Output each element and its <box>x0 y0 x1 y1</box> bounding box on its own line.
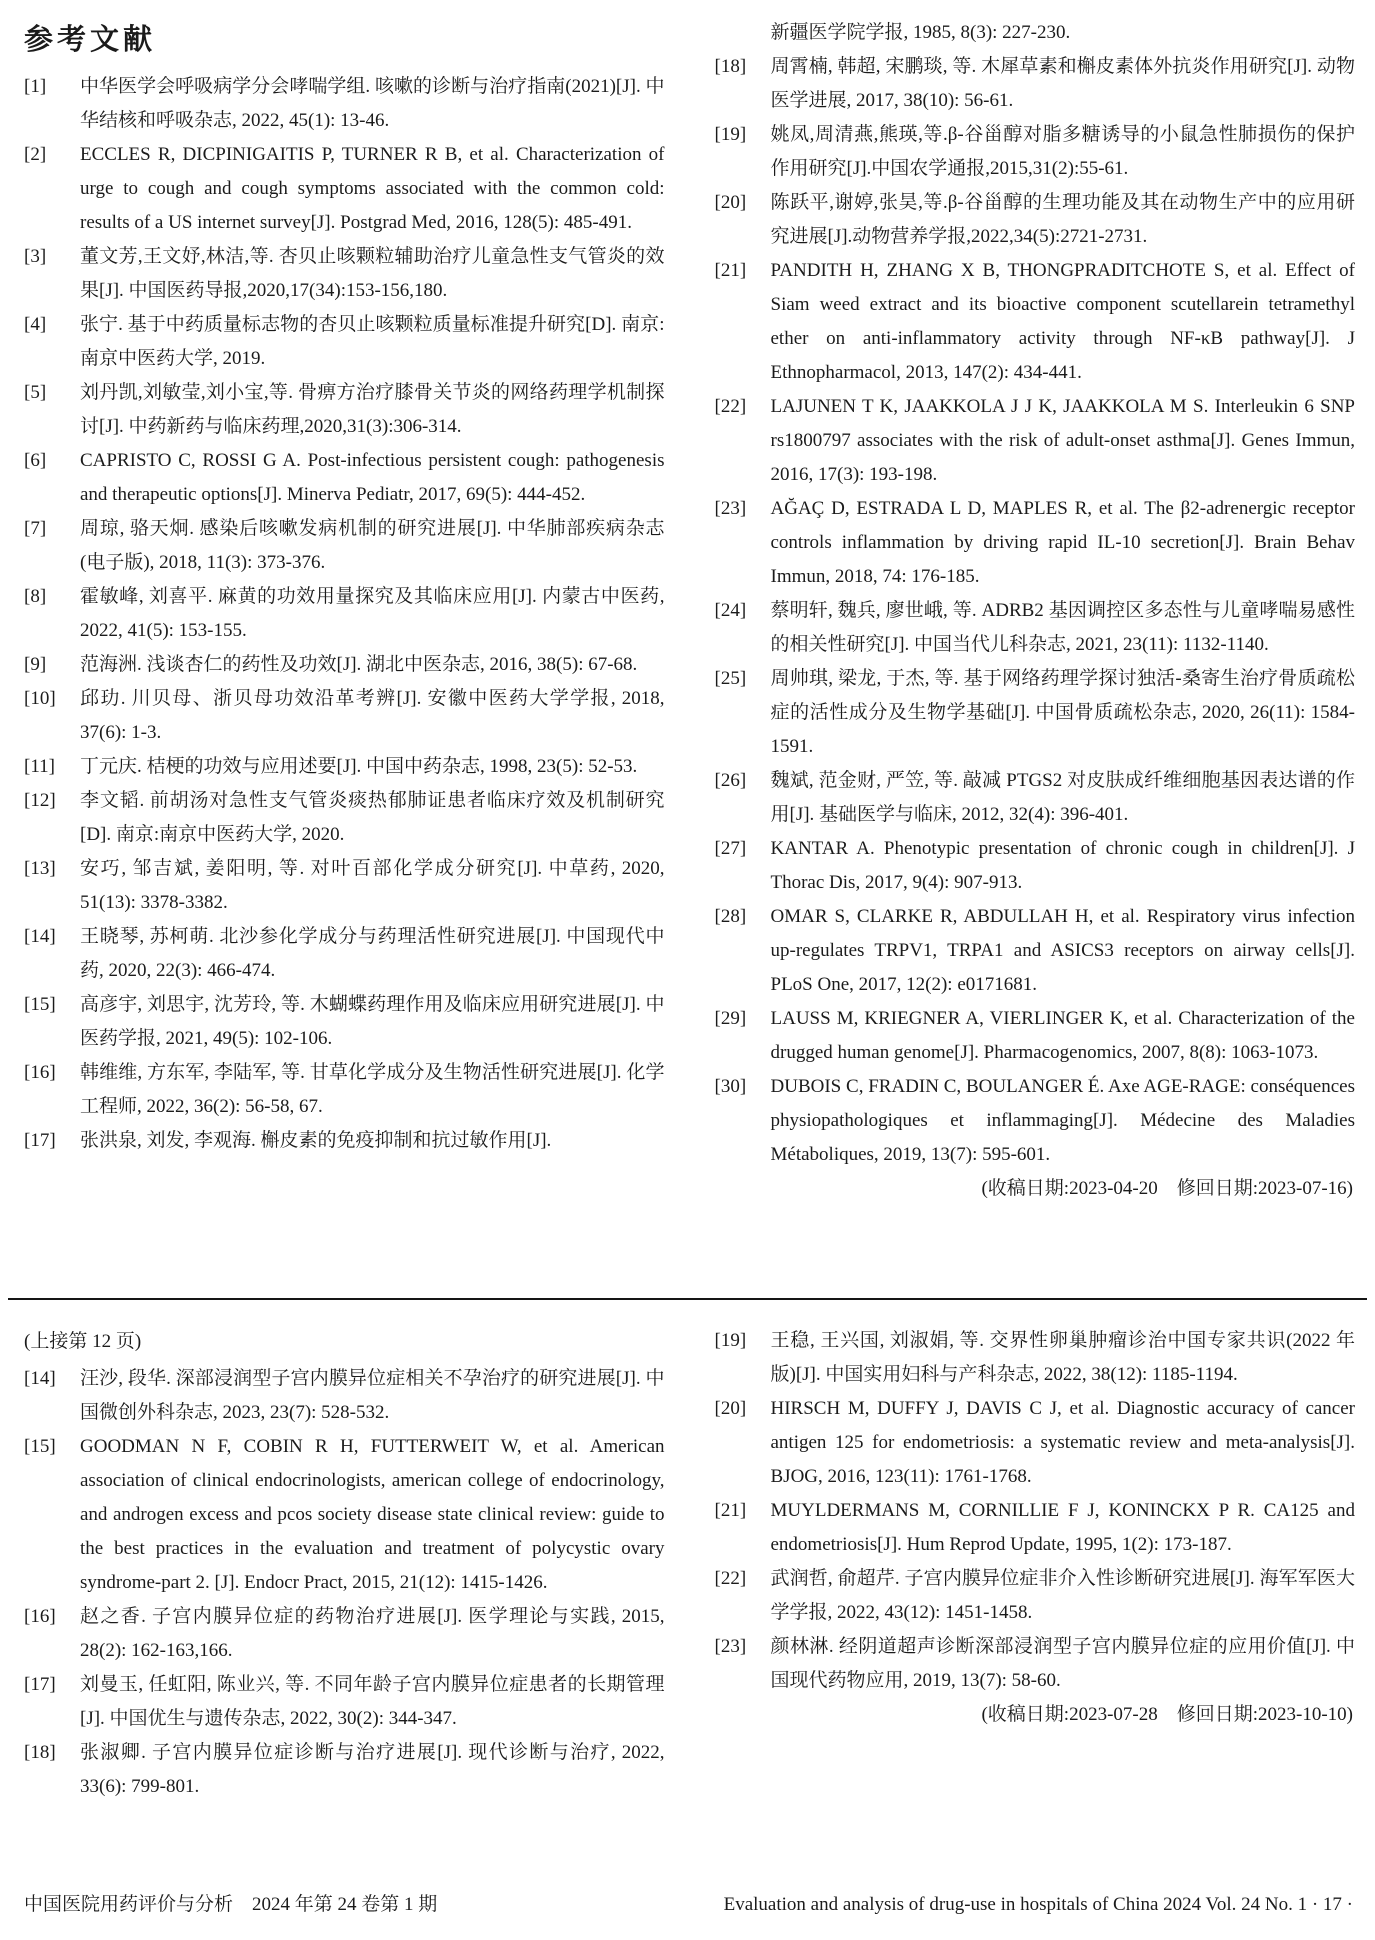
bottom-right-column <box>715 1324 1356 1732</box>
page-footer <box>24 1890 1353 1920</box>
reference-number: [22] <box>714 396 747 417</box>
reference-text: 丁元庆. 桔梗的功效与应用述要[J]. 中国中药杂志, 1998, 23(5): 52-53. <box>80 756 638 777</box>
reference-text: 武润哲, 俞超芹. 子宫内膜异位症非介入性诊断研究进展[J]. 海军军医大学学报, 2022, 43(12): 1451-1458. <box>770 1568 1355 1623</box>
reference-text: 高彦宇, 刘思宇, 沈芳玲, 等. 木蝴蝶药理作用及临床应用研究进展[J]. 中医药学报, 2021, 49(5): 102-106. <box>80 994 665 1049</box>
reference-item <box>24 1668 665 1736</box>
reference-text: 张宁. 基于中药质量标志物的杏贝止咳颗粒质量标准提升研究[D]. 南京:南京中医药大学, 2019. <box>80 314 665 369</box>
reference-text: 刘丹凯,刘敏莹,刘小宝,等. 骨痹方治疗膝骨关节炎的网络药理学机制探讨[J]. 中药新药与临床药理,2020,31(3):306-314. <box>80 382 665 437</box>
reference-item <box>24 920 665 988</box>
reference-item <box>715 254 1356 390</box>
reference-text: 汪沙, 段华. 深部浸润型子宫内膜异位症相关不孕治疗的研究进展[J]. 中国微创外科杂志, 2023, 23(7): 528-532. <box>80 1368 665 1423</box>
reference-text: AĞAÇ D, ESTRADA L D, MAPLES R, et al. The β2-adrenergic receptor controls inflammation by driving rapid IL-10 secretion[J]. Brain Behav Immun, 2018, 74: 176-185. <box>770 498 1355 587</box>
reference-item <box>24 308 665 376</box>
reference-number: [27] <box>714 838 747 859</box>
reference-text: DUBOIS C, FRADIN C, BOULANGER É. Axe AGE-RAGE: conséquences physiopathologiques et inflammaging[J]. Médecine des Maladies Métaboliques, 2019, 13(7): 595-601. <box>770 1076 1355 1165</box>
reference-item <box>24 1600 665 1668</box>
reference-number: [5] <box>24 382 47 403</box>
reference-number: [10] <box>24 688 56 709</box>
reference-number: [13] <box>24 858 56 879</box>
reference-item <box>715 118 1356 186</box>
reference-number: [24] <box>714 600 747 621</box>
reference-number: [25] <box>714 668 747 689</box>
reference-text: 安巧, 邹吉斌, 姜阳明, 等. 对叶百部化学成分研究[J]. 中草药, 2020, 51(13): 3378-3382. <box>80 858 665 913</box>
reference-text: 周琼, 骆天炯. 感染后咳嗽发病机制的研究进展[J]. 中华肺部疾病杂志(电子版), 2018, 11(3): 373-376. <box>80 518 665 573</box>
reference-text: 周帅琪, 梁龙, 于杰, 等. 基于网络药理学探讨独活-桑寄生治疗骨质疏松症的活性成分及生物学基础[J]. 中国骨质疏松杂志, 2020, 26(11): 1584-1591. <box>770 668 1355 757</box>
received-revised-dates: (收稿日期:2023-04-20 修回日期:2023-07-16) <box>981 1178 1353 1199</box>
reference-text: ECCLES R, DICPINIGAITIS P, TURNER R B, et al. Characterization of urge to cough and cough symptoms associated with the common cold: results of a US internet survey[J]. Postgrad Med, 2016, 128(5): 485-491. <box>80 144 665 233</box>
reference-text: 中华医学会呼吸病学分会哮喘学组. 咳嗽的诊断与治疗指南(2021)[J]. 中华结核和呼吸杂志, 2022, 45(1): 13-46. <box>80 76 665 131</box>
reference-text: 董文芳,王文妤,林洁,等. 杏贝止咳颗粒辅助治疗儿童急性支气管炎的效果[J]. 中国医药导报,2020,17(34):153-156,180. <box>80 246 665 301</box>
reference-number: [20] <box>714 192 747 213</box>
reference-number: [7] <box>24 518 47 539</box>
reference-number: [28] <box>714 906 747 927</box>
reference-number: [16] <box>24 1062 56 1083</box>
reference-number: [14] <box>24 1368 56 1389</box>
continued-references-section <box>24 1324 1355 1804</box>
reference-number: [12] <box>24 790 56 811</box>
reference-item <box>715 662 1356 764</box>
reference-item <box>24 138 665 240</box>
journal-title-en-page-number: Evaluation and analysis of drug-use in hospitals of China 2024 Vol. 24 No. 1 · 17 · <box>723 1894 1353 1915</box>
reference-item <box>24 512 665 580</box>
reference-number: [9] <box>24 654 47 675</box>
reference-text: 陈跃平,谢婷,张昊,等.β-谷甾醇的生理功能及其在动物生产中的应用研究进展[J].动物营养学报,2022,34(5):2721-2731. <box>770 192 1355 247</box>
reference-item <box>715 1392 1356 1494</box>
reference-number: [23] <box>714 1636 747 1657</box>
reference-number: [19] <box>714 124 747 145</box>
reference-item <box>24 1430 665 1600</box>
reference-number: [30] <box>714 1076 747 1097</box>
reference-item <box>715 1630 1356 1698</box>
reference-item <box>715 1494 1356 1562</box>
reference-item <box>715 1562 1356 1630</box>
reference-text: 张淑卿. 子宫内膜异位症诊断与治疗进展[J]. 现代诊断与治疗, 2022, 33(6): 799-801. <box>80 1742 665 1797</box>
reference-item <box>715 1070 1356 1172</box>
reference-number: [16] <box>24 1606 56 1627</box>
reference-text: KANTAR A. Phenotypic presentation of chronic cough in children[J]. J Thorac Dis, 2017, 9(4): 907-913. <box>770 838 1355 893</box>
top-left-column <box>24 16 665 1158</box>
reference-number: [17] <box>24 1674 56 1695</box>
reference-item <box>715 1002 1356 1070</box>
reference-text: 魏斌, 范金财, 严笠, 等. 敲减 PTGS2 对皮肤成纤维细胞基因表达谱的作用[J]. 基础医学与临床, 2012, 32(4): 396-401. <box>770 770 1355 825</box>
reference-text: 王晓琴, 苏柯萌. 北沙参化学成分与药理活性研究进展[J]. 中国现代中药, 2020, 22(3): 466-474. <box>80 926 665 981</box>
reference-text: 姚凤,周清燕,熊瑛,等.β-谷甾醇对脂多糖诱导的小鼠急性肺损伤的保护作用研究[J].中国农学通报,2015,31(2):55-61. <box>770 124 1355 179</box>
reference-number: [21] <box>714 1500 747 1521</box>
reference-number: [6] <box>24 450 47 471</box>
reference-item <box>715 764 1356 832</box>
reference-text: PANDITH H, ZHANG X B, THONGPRADITCHOTE S, et al. Effect of Siam weed extract and its bioactive component scutellarein tetramethyl ether on anti-inflammatory activity through NF-κB pathway[J]. J Ethnopharmacol, 2013, 147(2): 434-441. <box>770 260 1355 383</box>
reference-item <box>24 70 665 138</box>
reference-item <box>715 186 1356 254</box>
reference-text: 新疆医学院学报, 1985, 8(3): 227-230. <box>770 22 1071 43</box>
top-right-reference-list <box>715 16 1356 1172</box>
reference-item <box>24 1736 665 1804</box>
journal-title-cn: 中国医院用药评价与分析 2024 年第 24 卷第 1 期 <box>24 1894 438 1915</box>
reference-item <box>715 50 1356 118</box>
reference-number: [4] <box>24 314 47 335</box>
reference-text: 刘曼玉, 任虹阳, 陈业兴, 等. 不同年龄子宫内膜异位症患者的长期管理[J]. 中国优生与遗传杂志, 2022, 30(2): 344-347. <box>80 1674 665 1729</box>
reference-text: LAUSS M, KRIEGNER A, VIERLINGER K, et al. Characterization of the drugged human genome[J]. Pharmacogenomics, 2007, 8(8): 1063-1073. <box>770 1008 1355 1063</box>
reference-number: [17] <box>24 1130 56 1151</box>
bottom-left-column <box>24 1324 665 1804</box>
reference-number: [21] <box>714 260 747 281</box>
continued-from-note: (上接第 12 页) <box>24 1331 142 1352</box>
reference-text: 李文韬. 前胡汤对急性支气管炎痰热郁肺证患者临床疗效及机制研究[D]. 南京:南京中医药大学, 2020. <box>80 790 665 845</box>
reference-number: [26] <box>714 770 747 791</box>
reference-item <box>24 444 665 512</box>
reference-number: [18] <box>714 56 747 77</box>
references-section <box>24 16 1355 1288</box>
reference-text: 范海洲. 浅谈杏仁的药性及功效[J]. 湖北中医杂志, 2016, 38(5): 67-68. <box>80 654 638 675</box>
reference-text: 王稳, 王兴国, 刘淑娟, 等. 交界性卵巢肿瘤诊治中国专家共识(2022 年版)[J]. 中国实用妇科与产科杂志, 2022, 38(12): 1185-1194. <box>770 1330 1355 1385</box>
reference-item <box>715 492 1356 594</box>
reference-number <box>715 16 771 50</box>
reference-text: GOODMAN N F, COBIN R H, FUTTERWEIT W, et al. American association of clinical endocrinologists, american college of endocrinology, and androgen excess and pcos society disease state clinical review: guide to the best practices in the evaluation and treatment of polycystic ovary syndrome-part 2. [J]. Endocr Pract, 2015, 21(12): 1415-1426. <box>80 1436 665 1593</box>
reference-number: [15] <box>24 994 56 1015</box>
reference-item <box>24 1124 665 1158</box>
reference-number: [29] <box>714 1008 747 1029</box>
reference-item <box>715 832 1356 900</box>
reference-text: OMAR S, CLARKE R, ABDULLAH H, et al. Respiratory virus infection up-regulates TRPV1, TRPA1 and ASICS3 receptors on airway cells[J]. PLoS One, 2017, 12(2): e0171681. <box>770 906 1355 995</box>
reference-item <box>24 376 665 444</box>
reference-text: 韩维维, 方东军, 李陆军, 等. 甘草化学成分及生物活性研究进展[J]. 化学工程师, 2022, 36(2): 56-58, 67. <box>80 1062 665 1117</box>
reference-number: [15] <box>24 1436 56 1457</box>
reference-item <box>24 682 665 750</box>
reference-item <box>715 16 1356 50</box>
reference-item <box>715 594 1356 662</box>
reference-item <box>24 580 665 648</box>
reference-number: [22] <box>714 1568 747 1589</box>
top-right-column <box>715 16 1356 1206</box>
reference-text: MUYLDERMANS M, CORNILLIE F J, KONINCKX P R. CA125 and endometriosis[J]. Hum Reprod Update, 1995, 1(2): 173-187. <box>770 1500 1355 1555</box>
reference-item <box>24 1056 665 1124</box>
reference-number: [8] <box>24 586 47 607</box>
reference-text: 张洪泉, 刘发, 李观海. 槲皮素的免疫抑制和抗过敏作用[J]. <box>80 1130 552 1151</box>
reference-text: LAJUNEN T K, JAAKKOLA J J K, JAAKKOLA M S. Interleukin 6 SNP rs1800797 associates with the risk of adult-onset asthma[J]. Genes Immun, 2016, 17(3): 193-198. <box>770 396 1355 485</box>
reference-text: 赵之香. 子宫内膜异位症的药物治疗进展[J]. 医学理论与实践, 2015, 28(2): 162-163,166. <box>80 1606 665 1661</box>
bottom-right-reference-list <box>715 1324 1356 1698</box>
reference-item <box>24 1362 665 1430</box>
reference-item <box>715 390 1356 492</box>
reference-item <box>715 1324 1356 1392</box>
reference-text: HIRSCH M, DUFFY J, DAVIS C J, et al. Diagnostic accuracy of cancer antigen 125 for endometriosis: a systematic review and meta-analysis[J]. BJOG, 2016, 123(11): 1761-1768. <box>770 1398 1355 1487</box>
reference-text: CAPRISTO C, ROSSI G A. Post-infectious persistent cough: pathogenesis and therapeutic options[J]. Minerva Pediatr, 2017, 69(5): 444-452. <box>80 450 665 505</box>
reference-text: 周霄楠, 韩超, 宋鹏琰, 等. 木犀草素和槲皮素体外抗炎作用研究[J]. 动物医学进展, 2017, 38(10): 56-61. <box>770 56 1355 111</box>
reference-text: 邱玏. 川贝母、浙贝母功效沿革考辨[J]. 安徽中医药大学学报, 2018, 37(6): 1-3. <box>80 688 665 743</box>
reference-number: [2] <box>24 144 47 165</box>
reference-item <box>24 750 665 784</box>
reference-number: [20] <box>714 1398 747 1419</box>
reference-number: [3] <box>24 246 47 267</box>
bottom-left-reference-list <box>24 1362 665 1804</box>
reference-item <box>715 900 1356 1002</box>
reference-text: 霍敏峰, 刘喜平. 麻黄的功效用量探究及其临床应用[J]. 内蒙古中医药, 2022, 41(5): 153-155. <box>80 586 665 641</box>
reference-number: [18] <box>24 1742 56 1763</box>
reference-number: [23] <box>714 498 747 519</box>
reference-number: [1] <box>24 76 47 97</box>
reference-item <box>24 852 665 920</box>
section-divider <box>8 1298 1367 1300</box>
reference-item <box>24 240 665 308</box>
reference-number: [19] <box>714 1330 747 1351</box>
top-left-reference-list <box>24 70 665 1158</box>
received-revised-dates: (收稿日期:2023-07-28 修回日期:2023-10-10) <box>981 1704 1353 1725</box>
reference-item <box>24 784 665 852</box>
reference-item <box>24 988 665 1056</box>
reference-number: [11] <box>24 756 55 777</box>
reference-text: 蔡明轩, 魏兵, 廖世峨, 等. ADRB2 基因调控区多态性与儿童哮喘易感性的相关性研究[J]. 中国当代儿科杂志, 2021, 23(11): 1132-1140. <box>770 600 1355 655</box>
reference-item <box>24 648 665 682</box>
reference-text: 颜林淋. 经阴道超声诊断深部浸润型子宫内膜异位症的应用价值[J]. 中国现代药物应用, 2019, 13(7): 58-60. <box>770 1636 1355 1691</box>
references-heading: 参考文献 <box>24 24 157 56</box>
reference-number: [14] <box>24 926 56 947</box>
